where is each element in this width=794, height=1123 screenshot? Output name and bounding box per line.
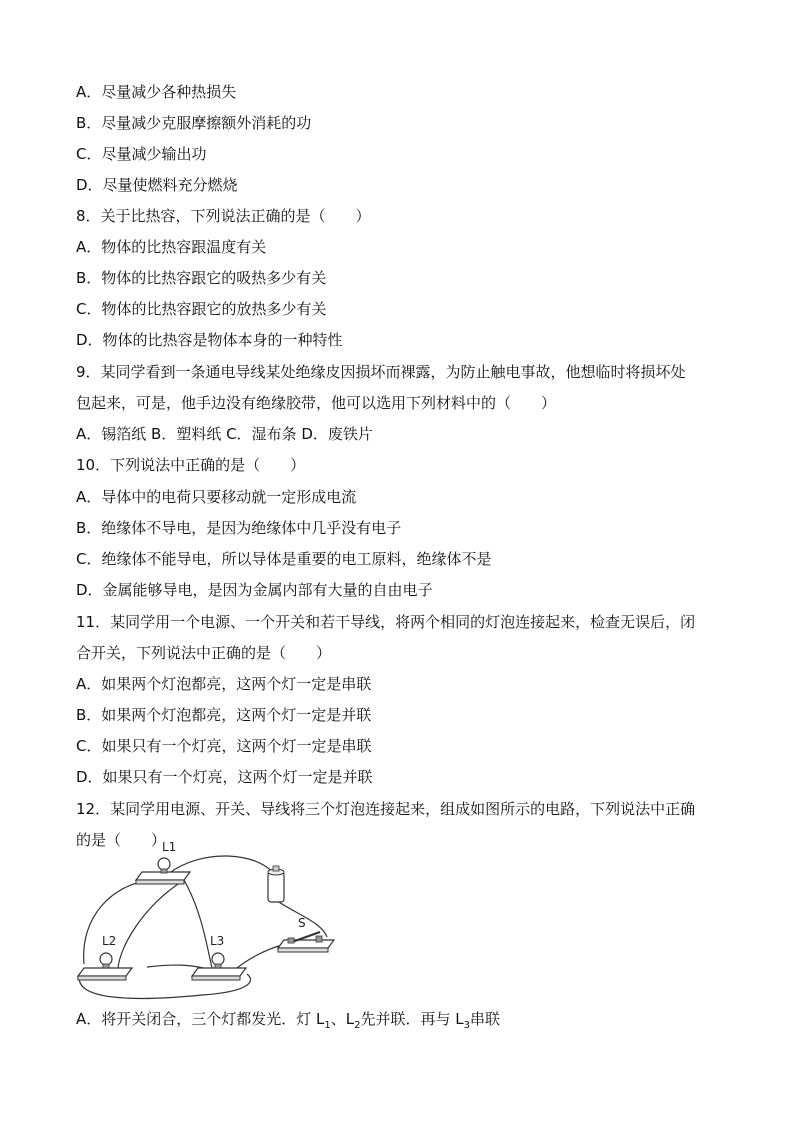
option-text: B．如果两个灯泡都亮，这两个灯一定是并联 <box>76 706 372 724</box>
option-text: C．绝缘体不能导电，所以导体是重要的电工原料，绝缘体不是 <box>76 550 492 568</box>
option-text: B．绝缘体不导电，是因为绝缘体中几乎没有电子 <box>76 519 402 537</box>
battery-icon <box>268 866 284 902</box>
question-10-stem: 10．下列说法中正确的是（ ） <box>76 456 306 474</box>
option-text: A．尽量减少各种热损失 <box>76 83 237 101</box>
option-text: C．物体的比热容跟它的放热多少有关 <box>76 300 327 318</box>
question-9-stem-cont: 包起来，可是，他手边没有绝缘胶带，他可以选用下列材料中的（ ） <box>76 394 557 412</box>
question-12-stem: 12．某同学用电源、开关、导线将三个灯泡连接起来，组成如图所示的电路，下列说法中正确 <box>76 800 696 818</box>
option-text: D．物体的比热容是物体本身的一种特性 <box>76 331 343 349</box>
label-l3: L3 <box>210 934 225 948</box>
wire <box>118 880 184 968</box>
option-text: D．如果只有一个灯亮，这两个灯一定是并联 <box>76 768 373 786</box>
label-l2: L2 <box>102 934 117 948</box>
lamp-l3 <box>192 934 246 980</box>
option-text: C．如果只有一个灯亮，这两个灯一定是串联 <box>76 737 372 755</box>
option-text: D．尽量使燃料充分燃烧 <box>76 176 238 194</box>
lamp-l2 <box>78 934 132 980</box>
question-12-stem-cont: 的是（ ） <box>76 831 167 849</box>
label-l1: L1 <box>162 840 177 854</box>
label-s: S <box>298 916 306 930</box>
wire <box>84 880 152 964</box>
question-8-stem: 8．关于比热容，下列说法正确的是（ ） <box>76 207 371 225</box>
wire <box>168 856 274 874</box>
option-text: A．导体中的电荷只要移动就一定形成电流 <box>76 488 357 506</box>
option-text: A．将开关闭合，三个灯都发光．灯 $L_1$、$L_2$先并联．再与 $L_3$串联 <box>76 1010 501 1031</box>
option-text: A．锡箔纸 B．塑料纸 C．湿布条 D．废铁片 <box>76 425 373 443</box>
option-text: B．物体的比热容跟它的吸热多少有关 <box>76 269 327 287</box>
option-text: C．尽量减少输出功 <box>76 145 207 163</box>
option-text: A．如果两个灯泡都亮，这两个灯一定是串联 <box>76 675 372 693</box>
option-text: B．尽量减少克服摩擦额外消耗的功 <box>76 114 312 132</box>
wire <box>237 945 282 968</box>
option-text: A．物体的比热容跟温度有关 <box>76 238 267 256</box>
question-9-stem: 9．某同学看到一条通电导线某处绝缘皮因损坏而裸露，为防止触电事故，他想临时将损坏处 <box>76 363 686 381</box>
question-11-stem-cont: 合开关，下列说法中正确的是（ ） <box>76 644 332 662</box>
option-text: D．金属能够导电，是因为金属内部有大量的自由电子 <box>76 581 433 599</box>
question-11-stem: 11．某同学用一个电源、一个开关和若干导线，将两个相同的灯泡连接起来，检查无误后，闭 <box>76 613 696 631</box>
wire <box>184 880 212 968</box>
